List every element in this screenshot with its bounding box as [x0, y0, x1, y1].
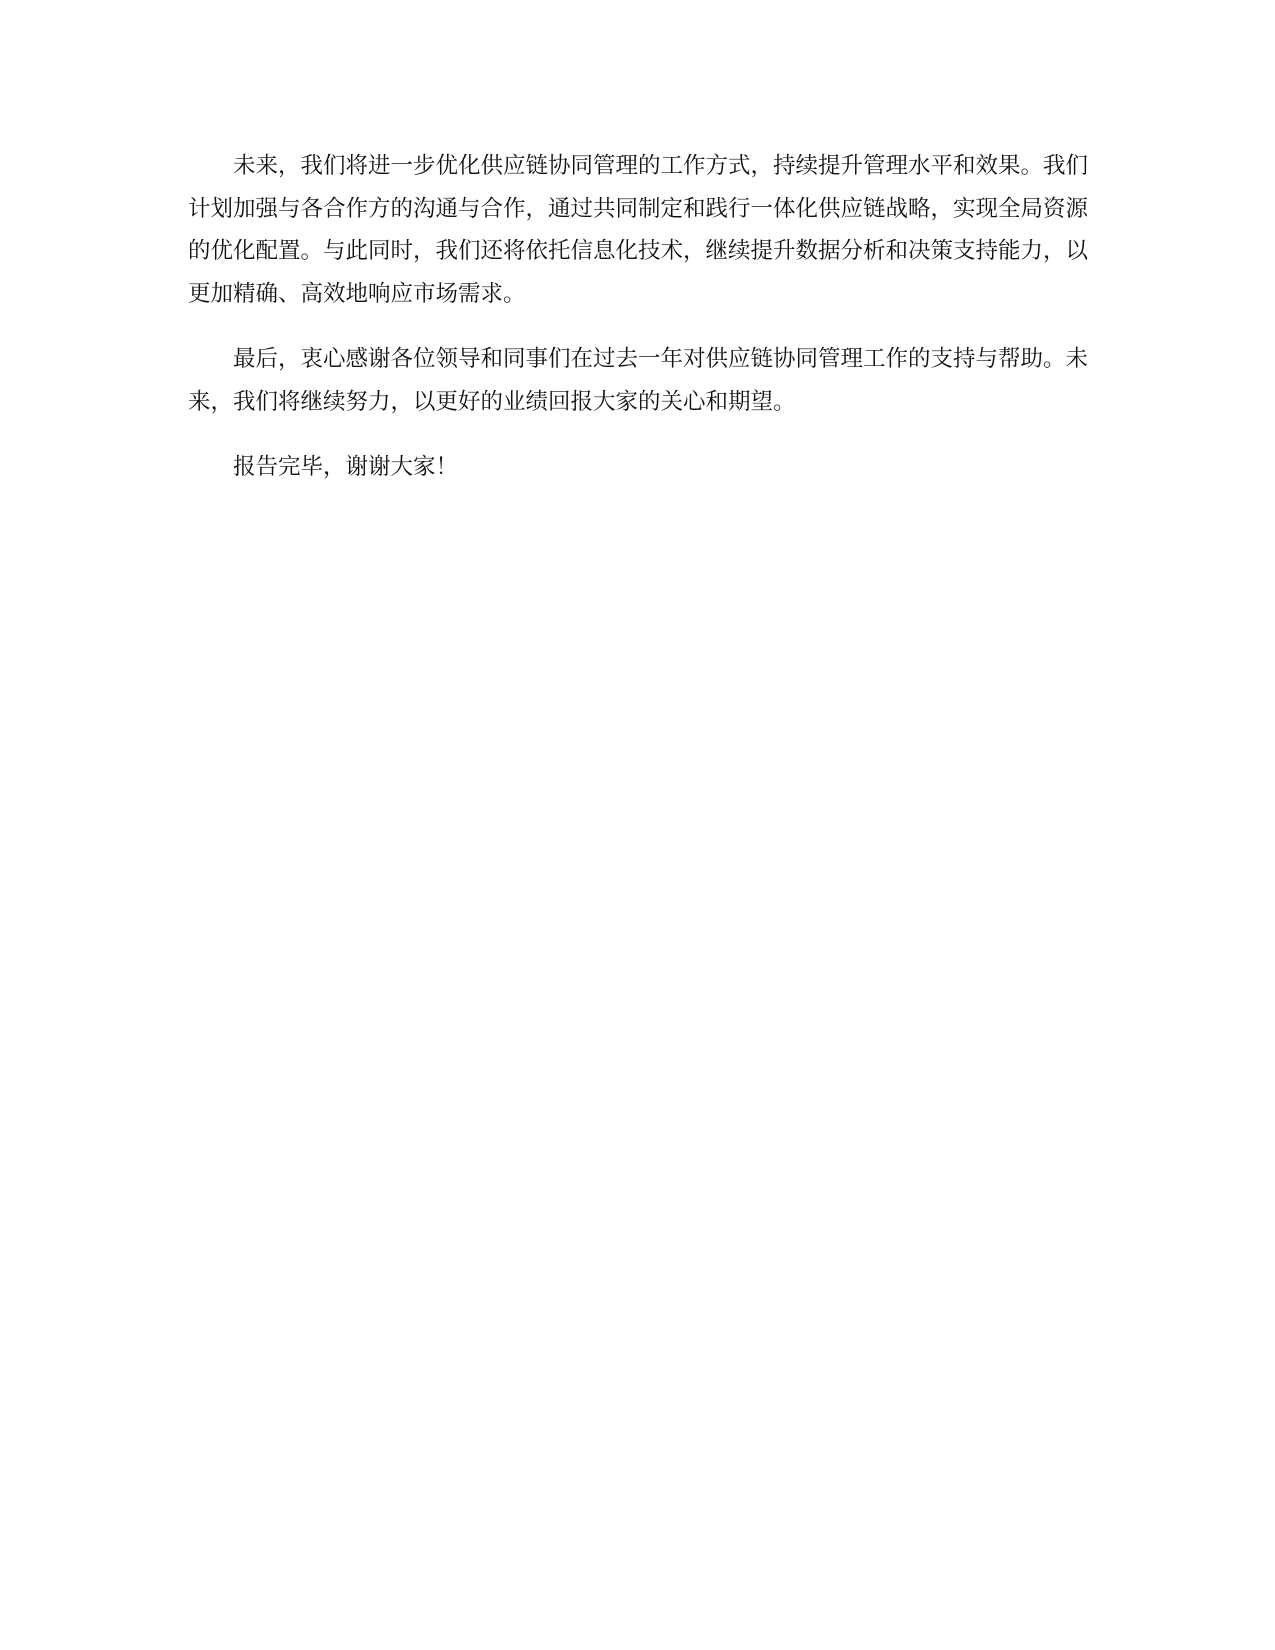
- document-body: [188, 145, 1088, 512]
- paragraph-future-plans: 未来，我们将进一步优化供应链协同管理的工作方式，持续提升管理水平和效果。我们计划加强与各合作方的沟通与合作，通过共同制定和践行一体化供应链战略，实现全局资源的优化配置。与此同时，我们还将依托信息化技术，继续提升数据分析和决策支持能力，以更加精确、高效地响应市场需求。: [188, 153, 1089, 307]
- paragraph-closing: 报告完毕，谢谢大家！: [233, 454, 459, 480]
- paragraph-thanks: 最后，衷心感谢各位领导和同事们在过去一年对供应链协同管理工作的支持与帮助。未来，我们将继续努力，以更好的业绩回报大家的关心和期望。: [188, 346, 1089, 415]
